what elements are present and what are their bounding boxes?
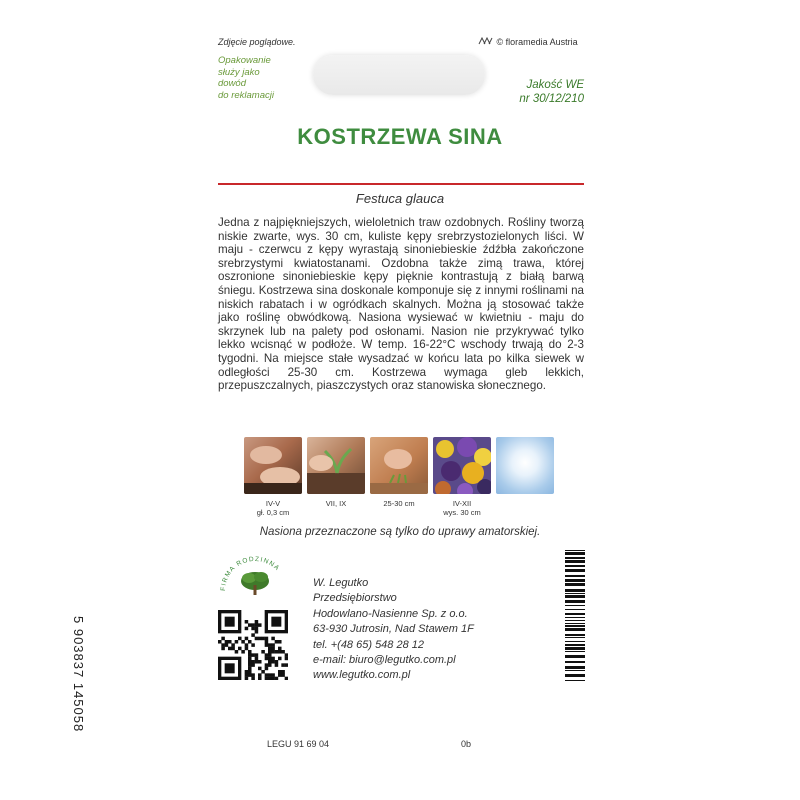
floramedia-logo-icon <box>478 37 497 47</box>
quality-label <box>480 78 584 106</box>
pictogram-caption <box>301 499 371 508</box>
address-line: tel. +(48 65) 548 28 12 <box>313 638 424 651</box>
caption-line: gł. 0,3 cm <box>256 508 290 517</box>
packaging-note-line: dowód <box>218 78 246 89</box>
qr-code <box>218 610 288 680</box>
quality-line: Jakość WE <box>526 79 584 91</box>
description-text: Jedna z najpiękniejszych, wieloletnich traw ozdobnych. Rośliny tworzą niskie zwarte, wys. 30 cm, kuliste kępy srebrzystozielonych liści. W maju - czerwcu z kępy wyrastają sinoniebieskie źdźbła zakończone srebrzystymi kwiatostanami. Ozdobna także zimą trawa, której oszronione sinoniebieskie kępy pięknie kontrastują z białą barwą śniegu. Kostrzewa sina doskonale komponuje się z innymi roślinami na niskich rabatach i w ogródkach skalnych. Można ją stosować także jako roślinę obwódkową. Nasiona wysiewać w kwietniu - maju do skrzynek lub na palety pod osłonami. Nasion nie przykrywać tylko lekko wcisnąć w podłoże. W temp. 16-22°C wschody trwają do 2-3 tygodni. Na miejsce stałe wysadzać w końcu lata po kilka siewek w odległości 25-30 cm. Kostrzewa wymaga gleb lekkich, przepuszczalnych, piaszczystych oraz stanowiska słonecznego. <box>218 216 584 393</box>
packaging-note-line: służy jako <box>218 66 260 78</box>
address-line: 63-930 Jutrosin, Nad Stawem 1F <box>313 623 474 636</box>
latin-name: Festuca glauca <box>355 191 445 206</box>
floramedia-credit <box>478 37 578 47</box>
company-address <box>313 576 474 684</box>
family-company-logo <box>215 551 295 601</box>
address-line: Przedsiębiorstwo <box>313 592 397 605</box>
caption-line: IV-V <box>265 499 281 508</box>
pictogram-caption <box>364 499 434 508</box>
flowers-photo-icon <box>433 437 491 494</box>
caption-line: 25-30 cm <box>383 499 415 508</box>
pictogram-caption <box>427 499 497 517</box>
blurred-cover-area <box>313 55 485 95</box>
logo-text: FIRMA RODZINNA <box>219 555 282 592</box>
packaging-note-line: Opakowanie <box>218 55 271 66</box>
barcode-number: 5 903837 145058 <box>71 616 86 733</box>
address-line: Hodowlano-Nasienne Sp. z o.o. <box>313 607 468 620</box>
product-code: LEGU 91 69 04 <box>267 739 330 749</box>
website-line: www.legutko.com.pl <box>313 669 411 682</box>
floramedia-text: © floramedia Austria <box>496 37 578 47</box>
planting-photo-icon <box>370 437 428 494</box>
pictogram-caption <box>238 499 308 517</box>
packaging-note-line: do reklamacji <box>218 89 274 101</box>
email-line: e-mail: biuro@legutko.com.pl <box>313 654 456 667</box>
ob-code: 0b <box>461 739 472 749</box>
barcode <box>545 548 585 684</box>
caption-line: wys. 30 cm <box>443 508 481 517</box>
packaging-note <box>218 55 298 101</box>
caption-line: VII, IX <box>325 499 347 508</box>
quality-line: nr 30/12/210 <box>519 93 584 105</box>
caption-line: IV-XII <box>452 499 472 508</box>
sun-photo-icon <box>496 437 554 494</box>
product-title: KOSTRZEWA SINA <box>297 124 503 149</box>
address-line: W. Legutko <box>313 577 369 589</box>
sowing-photo-icon <box>244 437 302 494</box>
title-divider <box>218 183 584 185</box>
seedling-photo-icon <box>307 437 365 494</box>
photo-caption: Zdjęcie poglądowe. <box>218 37 296 47</box>
amateur-use-note: Nasiona przeznaczone są tylko do uprawy amatorskiej. <box>259 526 541 538</box>
